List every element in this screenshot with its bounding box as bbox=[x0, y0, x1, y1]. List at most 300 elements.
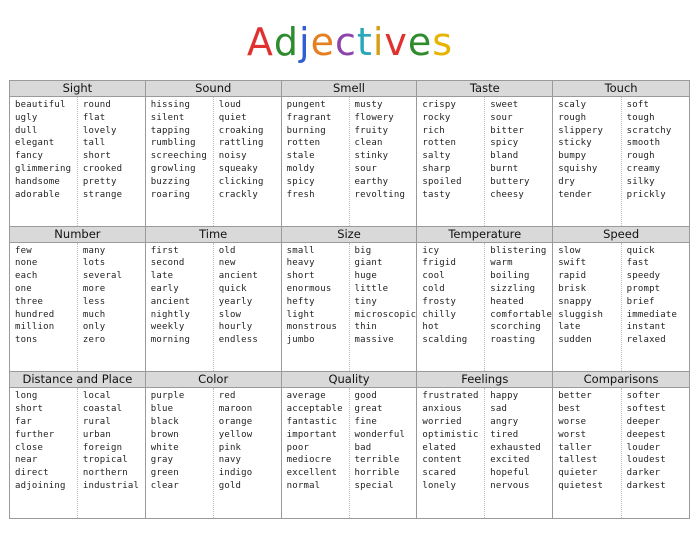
adjective-word: quiet bbox=[218, 112, 247, 123]
adjective-word: crispy bbox=[422, 100, 457, 110]
category-cell bbox=[553, 227, 689, 373]
adjective-word: white bbox=[150, 442, 179, 453]
title-letter: t bbox=[356, 20, 373, 64]
adjective-word: million bbox=[15, 322, 55, 333]
adjective-word: burning bbox=[286, 125, 326, 136]
adjective-word: crackly bbox=[218, 189, 259, 200]
adjective-word: relaxed bbox=[626, 335, 666, 346]
adjective-word: round bbox=[82, 100, 111, 110]
word-column-right bbox=[349, 97, 417, 226]
adjective-word: industrial bbox=[82, 480, 140, 491]
adjective-word: scorching bbox=[490, 322, 541, 333]
adjective-word: tropical bbox=[82, 455, 128, 466]
adjective-word: further bbox=[15, 429, 55, 440]
word-list bbox=[417, 388, 552, 518]
word-column-right bbox=[349, 243, 417, 372]
adjective-word: rotten bbox=[422, 138, 457, 149]
adjective-word: big bbox=[354, 245, 372, 256]
adjective-word: prickly bbox=[626, 189, 666, 200]
adjective-word: frosty bbox=[422, 296, 457, 307]
adjective-word: softer bbox=[626, 391, 661, 402]
adjective-word: sudden bbox=[558, 335, 592, 346]
adjective-word: good bbox=[354, 391, 377, 402]
adjective-word: brown bbox=[150, 429, 179, 440]
category-header: Number bbox=[10, 227, 145, 243]
adjective-word: old bbox=[218, 245, 236, 256]
adjective-word: pretty bbox=[82, 176, 117, 187]
title-letter: i bbox=[372, 20, 385, 64]
adjective-word: sizzling bbox=[490, 284, 536, 295]
adjective-word: snappy bbox=[558, 296, 592, 307]
adjective-word: ugly bbox=[15, 112, 38, 123]
word-column-right bbox=[213, 388, 281, 518]
adjective-word: first bbox=[150, 245, 179, 256]
adjective-word: flowery bbox=[354, 112, 394, 123]
adjective-word: tired bbox=[490, 429, 519, 440]
adjective-word: short bbox=[15, 404, 44, 415]
word-column-right bbox=[484, 97, 552, 226]
adjective-word: normal bbox=[286, 480, 321, 491]
adjective-word: long bbox=[15, 391, 38, 402]
adjective-word: chilly bbox=[422, 309, 457, 320]
adjective-word: happy bbox=[490, 391, 519, 402]
adjective-word: acceptable bbox=[286, 404, 343, 415]
adjective-word: handsome bbox=[15, 176, 60, 187]
category-header: Size bbox=[282, 227, 417, 243]
category-header: Smell bbox=[282, 81, 417, 97]
adjective-word: angry bbox=[490, 416, 519, 427]
category-cell bbox=[553, 81, 689, 227]
word-column-left bbox=[417, 243, 484, 372]
word-list bbox=[553, 97, 689, 226]
adjective-word: maroon bbox=[218, 404, 253, 415]
adjective-word: growling bbox=[150, 163, 196, 174]
word-column-left bbox=[146, 388, 213, 518]
category-header: Taste bbox=[417, 81, 552, 97]
category-cell bbox=[417, 372, 553, 518]
category-header: Color bbox=[146, 372, 281, 388]
adjective-word: tender bbox=[558, 189, 592, 200]
adjective-word: loud bbox=[218, 100, 242, 110]
adjective-word: gold bbox=[218, 480, 242, 491]
category-header: Temperature bbox=[417, 227, 552, 243]
word-list bbox=[417, 243, 552, 372]
adjective-word: sour bbox=[354, 163, 377, 174]
adjective-word: fruity bbox=[354, 125, 389, 136]
adjective-word: adjoining bbox=[15, 480, 66, 491]
category-header: Quality bbox=[282, 372, 417, 388]
adjective-word: average bbox=[286, 391, 326, 402]
adjective-word: rich bbox=[422, 125, 445, 136]
adjective-word: zero bbox=[82, 335, 106, 346]
adjective-word: salty bbox=[422, 151, 451, 162]
adjective-word: excellent bbox=[286, 468, 338, 479]
word-list bbox=[553, 388, 689, 518]
adjective-word: cold bbox=[422, 284, 445, 295]
adjective-word: short bbox=[82, 151, 111, 162]
adjective-word: orange bbox=[218, 416, 253, 427]
adjective-word: few bbox=[15, 245, 32, 256]
adjective-word: horrible bbox=[354, 468, 400, 479]
adjective-word: squeaky bbox=[218, 163, 259, 174]
word-column-left bbox=[282, 243, 349, 372]
adjective-word: red bbox=[218, 391, 236, 402]
word-list bbox=[146, 97, 281, 226]
adjective-word: slow bbox=[558, 245, 581, 256]
word-column-left bbox=[417, 97, 484, 226]
adjective-word: softest bbox=[626, 404, 666, 415]
adjective-word: spicy bbox=[286, 176, 315, 187]
adjective-word: rattling bbox=[218, 138, 264, 149]
adjective-word: stinky bbox=[354, 151, 389, 162]
adjective-word: lots bbox=[82, 258, 106, 269]
adjective-word: great bbox=[354, 404, 383, 415]
adjective-word: soft bbox=[626, 100, 650, 110]
adjective-word: burnt bbox=[490, 163, 519, 174]
adjective-word: taller bbox=[558, 442, 592, 453]
adjective-word: rumbling bbox=[150, 138, 196, 149]
adjective-word: rapid bbox=[558, 271, 587, 282]
adjective-word: tallest bbox=[558, 455, 598, 466]
word-column-right bbox=[77, 243, 145, 372]
title-letter: d bbox=[273, 20, 300, 64]
adjective-word: lonely bbox=[422, 480, 457, 491]
adjective-word: poor bbox=[286, 442, 310, 453]
adjective-word: sluggish bbox=[558, 309, 604, 320]
adjective-word: earthy bbox=[354, 176, 389, 187]
category-cell bbox=[417, 227, 553, 373]
word-column-right bbox=[621, 243, 689, 372]
adjective-word: clean bbox=[354, 138, 383, 149]
adjective-word: darker bbox=[626, 468, 661, 479]
category-cell bbox=[553, 372, 689, 518]
adjective-word: tall bbox=[82, 138, 106, 149]
adjective-word: purple bbox=[150, 391, 185, 402]
adjective-word: rocky bbox=[422, 112, 451, 123]
adjective-table bbox=[9, 80, 690, 519]
adjective-word: tasty bbox=[422, 189, 451, 200]
adjective-word: thin bbox=[354, 322, 377, 333]
adjective-word: jumbo bbox=[286, 335, 315, 346]
adjective-word: one bbox=[15, 284, 32, 295]
adjective-word: revolting bbox=[354, 189, 406, 200]
adjective-word: stale bbox=[286, 151, 315, 162]
adjective-word: fantastic bbox=[286, 416, 338, 427]
adjective-word: cheesy bbox=[490, 189, 525, 200]
adjective-word: blue bbox=[150, 404, 174, 415]
word-list bbox=[146, 388, 281, 518]
adjective-word: elegant bbox=[15, 138, 55, 149]
category-header: Feelings bbox=[417, 372, 552, 388]
adjective-word: silky bbox=[626, 176, 655, 187]
word-column-right bbox=[213, 97, 281, 226]
word-column-right bbox=[484, 388, 552, 518]
word-column-left bbox=[417, 388, 484, 518]
adjective-word: small bbox=[286, 245, 315, 256]
word-list bbox=[10, 97, 145, 226]
word-list bbox=[417, 97, 552, 226]
adjective-word: quietest bbox=[558, 480, 604, 491]
adjective-word: rough bbox=[626, 151, 655, 162]
adjective-word: tapping bbox=[150, 125, 191, 136]
adjective-word: none bbox=[15, 258, 38, 269]
adjective-word: giant bbox=[354, 258, 383, 269]
adjective-word: black bbox=[150, 416, 179, 427]
word-column-left bbox=[282, 388, 349, 518]
adjective-word: late bbox=[150, 271, 174, 282]
adjective-word: bitter bbox=[490, 125, 525, 136]
adjective-word: screeching bbox=[150, 151, 207, 162]
adjective-word: strange bbox=[82, 189, 123, 200]
category-header: Speed bbox=[553, 227, 689, 243]
adjective-word: local bbox=[82, 391, 111, 402]
adjective-word: second bbox=[150, 258, 185, 269]
adjective-word: many bbox=[82, 245, 106, 256]
category-cell bbox=[282, 227, 418, 373]
title-letter: j bbox=[299, 20, 311, 64]
adjective-word: slippery bbox=[558, 125, 604, 136]
adjective-word: beautiful bbox=[15, 100, 66, 110]
title-letter: c bbox=[335, 20, 357, 64]
adjective-word: heated bbox=[490, 296, 525, 307]
adjective-word: urban bbox=[82, 429, 111, 440]
adjective-word: more bbox=[82, 284, 106, 295]
adjective-word: ancient bbox=[150, 296, 191, 307]
category-header: Touch bbox=[553, 81, 689, 97]
adjective-word: indigo bbox=[218, 468, 253, 479]
adjective-word: spoiled bbox=[422, 176, 462, 187]
word-column-left bbox=[146, 243, 213, 372]
category-cell bbox=[146, 81, 282, 227]
adjective-word: bad bbox=[354, 442, 372, 453]
adjective-word: worst bbox=[558, 429, 587, 440]
word-column-right bbox=[77, 388, 145, 518]
adjective-word: monstrous bbox=[286, 322, 338, 333]
adjective-word: navy bbox=[218, 455, 242, 466]
adjective-word: swift bbox=[558, 258, 587, 269]
adjective-word: scaly bbox=[558, 100, 587, 110]
adjective-word: fragrant bbox=[286, 112, 332, 123]
adjective-word: special bbox=[354, 480, 394, 491]
word-column-right bbox=[621, 97, 689, 226]
adjective-word: instant bbox=[626, 322, 666, 333]
adjective-word: terrible bbox=[354, 455, 400, 466]
adjective-word: fine bbox=[354, 416, 377, 427]
adjective-word: pink bbox=[218, 442, 242, 453]
title-letter: s bbox=[432, 20, 454, 64]
adjective-word: musty bbox=[354, 100, 383, 110]
adjective-word: noisy bbox=[218, 151, 247, 162]
adjective-word: excited bbox=[490, 455, 530, 466]
adjective-word: anxious bbox=[422, 404, 462, 415]
adjective-word: dry bbox=[558, 176, 576, 187]
category-cell bbox=[282, 372, 418, 518]
adjective-word: slow bbox=[218, 309, 242, 320]
adjective-word: moldy bbox=[286, 163, 315, 174]
adjective-word: quieter bbox=[558, 468, 598, 479]
adjective-word: hourly bbox=[218, 322, 253, 333]
adjective-word: pungent bbox=[286, 100, 326, 110]
adjective-word: enormous bbox=[286, 284, 332, 295]
adjective-word: coastal bbox=[82, 404, 123, 415]
adjective-word: flat bbox=[82, 112, 106, 123]
adjective-word: wonderful bbox=[354, 429, 406, 440]
adjective-word: fresh bbox=[286, 189, 315, 200]
adjective-word: best bbox=[558, 404, 581, 415]
word-list bbox=[10, 243, 145, 372]
adjective-word: croaking bbox=[218, 125, 264, 136]
adjective-word: quick bbox=[626, 245, 655, 256]
page-title bbox=[0, 20, 700, 70]
title-letter: e bbox=[407, 20, 433, 64]
word-column-left bbox=[10, 388, 77, 518]
adjective-word: glimmering bbox=[15, 163, 72, 174]
adjective-word: far bbox=[15, 416, 32, 427]
adjective-word: endless bbox=[218, 335, 259, 346]
adjective-word: sweet bbox=[490, 100, 519, 110]
adjective-word: yellow bbox=[218, 429, 253, 440]
adjective-word: exhausted bbox=[490, 442, 541, 453]
adjective-word: deeper bbox=[626, 416, 661, 427]
adjective-word: speedy bbox=[626, 271, 661, 282]
adjective-word: ancient bbox=[218, 271, 259, 282]
category-cell bbox=[10, 372, 146, 518]
adjective-word: massive bbox=[354, 335, 394, 346]
word-column-right bbox=[484, 243, 552, 372]
title-letter: v bbox=[384, 20, 408, 64]
word-list bbox=[282, 97, 417, 226]
adjective-word: new bbox=[218, 258, 236, 269]
word-column-left bbox=[553, 97, 620, 226]
adjective-word: near bbox=[15, 455, 38, 466]
adjective-word: important bbox=[286, 429, 338, 440]
adjective-word: hot bbox=[422, 322, 440, 333]
category-header: Sight bbox=[10, 81, 145, 97]
category-cell bbox=[146, 227, 282, 373]
adjective-word: boiling bbox=[490, 271, 530, 282]
category-header: Time bbox=[146, 227, 281, 243]
word-list bbox=[553, 243, 689, 372]
adjective-word: each bbox=[15, 271, 38, 282]
adjective-word: darkest bbox=[626, 480, 666, 491]
word-column-right bbox=[213, 243, 281, 372]
adjective-word: silent bbox=[150, 112, 185, 123]
adjective-word: buzzing bbox=[150, 176, 191, 187]
adjective-word: sticky bbox=[558, 138, 592, 149]
adjective-word: brief bbox=[626, 296, 655, 307]
adjective-word: blistering bbox=[490, 245, 547, 256]
adjective-word: weekly bbox=[150, 322, 185, 333]
adjective-word: elated bbox=[422, 442, 457, 453]
adjective-word: tough bbox=[626, 112, 655, 123]
adjective-word: nightly bbox=[150, 309, 191, 320]
adjective-word: deepest bbox=[626, 429, 666, 440]
adjective-word: bumpy bbox=[558, 151, 587, 162]
word-list bbox=[146, 243, 281, 372]
word-column-right bbox=[77, 97, 145, 226]
adjective-word: crooked bbox=[82, 163, 123, 174]
adjective-word: warm bbox=[490, 258, 513, 269]
adjective-word: comfortable bbox=[490, 309, 553, 320]
adjective-word: several bbox=[82, 271, 123, 282]
adjective-word: scalding bbox=[422, 335, 468, 346]
adjective-word: cool bbox=[422, 271, 445, 282]
adjective-word: roaring bbox=[150, 189, 191, 200]
adjective-word: close bbox=[15, 442, 44, 453]
adjective-word: hissing bbox=[150, 100, 191, 110]
adjective-word: roasting bbox=[490, 335, 536, 346]
adjective-word: mediocre bbox=[286, 455, 332, 466]
adjective-word: less bbox=[82, 296, 106, 307]
word-list bbox=[10, 388, 145, 518]
category-cell bbox=[10, 227, 146, 373]
adjective-word: much bbox=[82, 309, 106, 320]
category-cell bbox=[417, 81, 553, 227]
adjective-word: hefty bbox=[286, 296, 315, 307]
adjective-word: dull bbox=[15, 125, 38, 136]
adjective-word: spicy bbox=[490, 138, 519, 149]
adjective-word: frustrated bbox=[422, 391, 479, 402]
adjective-word: louder bbox=[626, 442, 661, 453]
adjective-word: clear bbox=[150, 480, 179, 491]
word-column-right bbox=[621, 388, 689, 518]
adjective-word: tons bbox=[15, 335, 38, 346]
adjective-word: loudest bbox=[626, 455, 666, 466]
word-list bbox=[282, 388, 417, 518]
adjective-word: quick bbox=[218, 284, 247, 295]
adjective-word: huge bbox=[354, 271, 377, 282]
adjective-word: lovely bbox=[82, 125, 117, 136]
adjective-word: frigid bbox=[422, 258, 457, 269]
adjective-word: nervous bbox=[490, 480, 530, 491]
adjective-word: clicking bbox=[218, 176, 264, 187]
adjective-word: hundred bbox=[15, 309, 55, 320]
adjective-word: foreign bbox=[82, 442, 123, 453]
adjective-word: adorable bbox=[15, 189, 60, 200]
word-column-left bbox=[553, 243, 620, 372]
adjective-word: tiny bbox=[354, 296, 377, 307]
adjective-word: three bbox=[15, 296, 44, 307]
adjective-word: microscopic bbox=[354, 309, 417, 320]
adjective-word: yearly bbox=[218, 296, 253, 307]
adjective-word: bland bbox=[490, 151, 519, 162]
adjective-word: worse bbox=[558, 416, 587, 427]
category-header: Comparisons bbox=[553, 372, 689, 388]
adjective-word: better bbox=[558, 391, 592, 402]
adjective-word: sour bbox=[490, 112, 513, 123]
adjective-word: early bbox=[150, 284, 179, 295]
word-column-right bbox=[349, 388, 417, 518]
category-cell bbox=[282, 81, 418, 227]
adjective-word: rural bbox=[82, 416, 111, 427]
adjective-word: immediate bbox=[626, 309, 678, 320]
adjective-word: buttery bbox=[490, 176, 530, 187]
title-letter: e bbox=[310, 20, 335, 64]
adjective-word: northern bbox=[82, 468, 128, 479]
word-column-left bbox=[10, 97, 77, 226]
word-column-left bbox=[282, 97, 349, 226]
category-cell bbox=[10, 81, 146, 227]
category-header: Sound bbox=[146, 81, 281, 97]
adjective-word: worried bbox=[422, 416, 462, 427]
adjective-word: scared bbox=[422, 468, 457, 479]
adjective-word: green bbox=[150, 468, 179, 479]
adjective-word: gray bbox=[150, 455, 174, 466]
adjective-word: light bbox=[286, 309, 315, 320]
adjective-word: sad bbox=[490, 404, 508, 415]
adjective-word: fast bbox=[626, 258, 650, 269]
adjective-word: scratchy bbox=[626, 125, 672, 136]
